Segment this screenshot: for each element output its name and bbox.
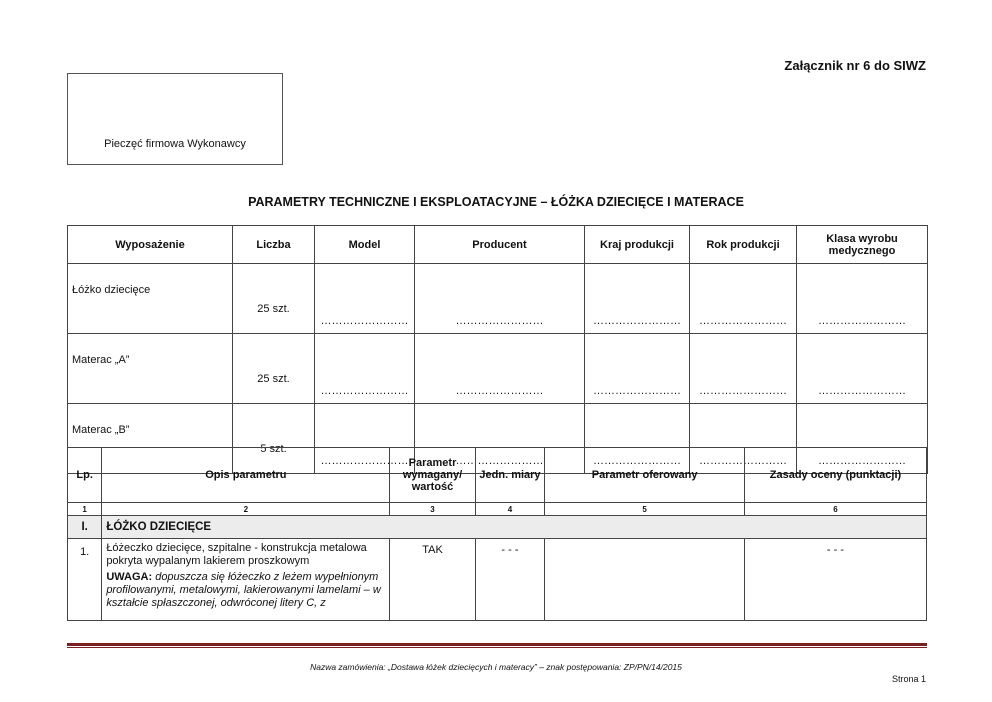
col-number: 4 — [475, 503, 545, 516]
col-number: 3 — [390, 503, 475, 516]
note-label: UWAGA: — [106, 571, 153, 583]
page-number: Strona 1 — [891, 674, 926, 684]
col-header: Rok produkcji — [690, 226, 797, 264]
fill-in-country[interactable]: …………………… — [585, 264, 690, 334]
col-header: Producent — [415, 226, 585, 264]
fill-in-class[interactable]: …………………… — [797, 264, 928, 334]
col-header: Lp. — [68, 448, 102, 503]
column-number-row — [68, 503, 927, 516]
col-number: 2 — [102, 503, 390, 516]
scoring-value: - - - — [744, 539, 926, 621]
footer-text: Nazwa zamówienia: „Dostawa łóżek dziecięcych i materacy” – znak postępowania: ZP/PN/14/2015 — [310, 662, 682, 672]
table-row — [68, 334, 928, 404]
fill-in-model[interactable]: …………………… — [315, 334, 415, 404]
col-header: Klasa wyrobu medycznego — [797, 226, 928, 264]
item-name: Materac „B” — [68, 404, 233, 474]
fill-in-producer[interactable]: …………………… — [415, 264, 585, 334]
fill-in-producer[interactable]: …………………… — [415, 334, 585, 404]
fill-in-country[interactable]: …………………… — [585, 404, 690, 474]
fill-in-country[interactable]: …………………… — [585, 334, 690, 404]
item-name: Łóżko dziecięce — [68, 264, 233, 334]
col-header: Parametr wymagany/ wartość — [390, 448, 475, 503]
fill-in-model[interactable]: …………………… — [315, 264, 415, 334]
item-qty: 25 szt. — [233, 264, 315, 334]
note-body: dopuszcza się łóżeczko z leżem wypełnionym profilowanymi, metalowymi, lakierowanymi lamelami – w kształcie spłaszczonej, odwróconej litery C, z — [106, 571, 381, 609]
fill-in-class[interactable]: …………………… — [797, 334, 928, 404]
fill-in-year[interactable]: …………………… — [690, 404, 797, 474]
document-title: PARAMETRY TECHNICZNE I EKSPLOATACYJNE – ŁÓŻKA DZIECIĘCE I MATERACE — [248, 195, 744, 209]
col-number: 1 — [68, 503, 102, 516]
col-header: Wyposażenie — [68, 226, 233, 264]
table-header-row — [68, 226, 928, 264]
fill-in-class[interactable]: …………………… — [797, 404, 928, 474]
item-qty: 25 szt. — [233, 334, 315, 404]
unit-value: - - - — [475, 539, 545, 621]
item-name: Materac „A” — [68, 334, 233, 404]
item-qty: 5 szt. — [233, 404, 315, 474]
col-header: Parametr oferowany — [545, 448, 745, 503]
footer-divider-thin — [67, 647, 927, 648]
col-header: Kraj produkcji — [585, 226, 690, 264]
company-stamp-box — [67, 73, 283, 165]
fill-in-model[interactable]: …………………… — [315, 404, 415, 474]
row-lp: 1. — [68, 539, 102, 621]
col-header: Liczba — [233, 226, 315, 264]
required-value: TAK — [390, 539, 475, 621]
table-row — [68, 264, 928, 334]
table-header-row — [68, 448, 927, 503]
col-header: Model — [315, 226, 415, 264]
annex-label: Załącznik nr 6 do SIWZ — [784, 58, 926, 73]
note-text — [106, 571, 385, 610]
row-description — [102, 539, 390, 621]
col-header: Opis parametru — [102, 448, 390, 503]
section-number: I. — [68, 516, 102, 539]
table-row — [68, 539, 927, 621]
equipment-table — [67, 225, 928, 474]
fill-in-producer[interactable]: …………………… — [415, 404, 585, 474]
parameters-table — [67, 447, 927, 621]
fill-in-year[interactable]: …………………… — [690, 264, 797, 334]
offered-value[interactable] — [545, 539, 745, 621]
col-header: Zasady oceny (punktacji) — [744, 448, 926, 503]
footer-divider — [67, 643, 927, 646]
section-title: ŁÓŻKO DZIECIĘCE — [102, 516, 927, 539]
col-number: 5 — [545, 503, 745, 516]
section-row — [68, 516, 927, 539]
fill-in-year[interactable]: …………………… — [690, 334, 797, 404]
col-number: 6 — [744, 503, 926, 516]
col-header: Jedn. miary — [475, 448, 545, 503]
stamp-label: Pieczęć firmowa Wykonawcy — [104, 138, 246, 150]
description-text: Łóżeczko dziecięce, szpitalne - konstrukcja metalowa pokryta wypalanym lakierem proszkowym — [106, 542, 367, 567]
